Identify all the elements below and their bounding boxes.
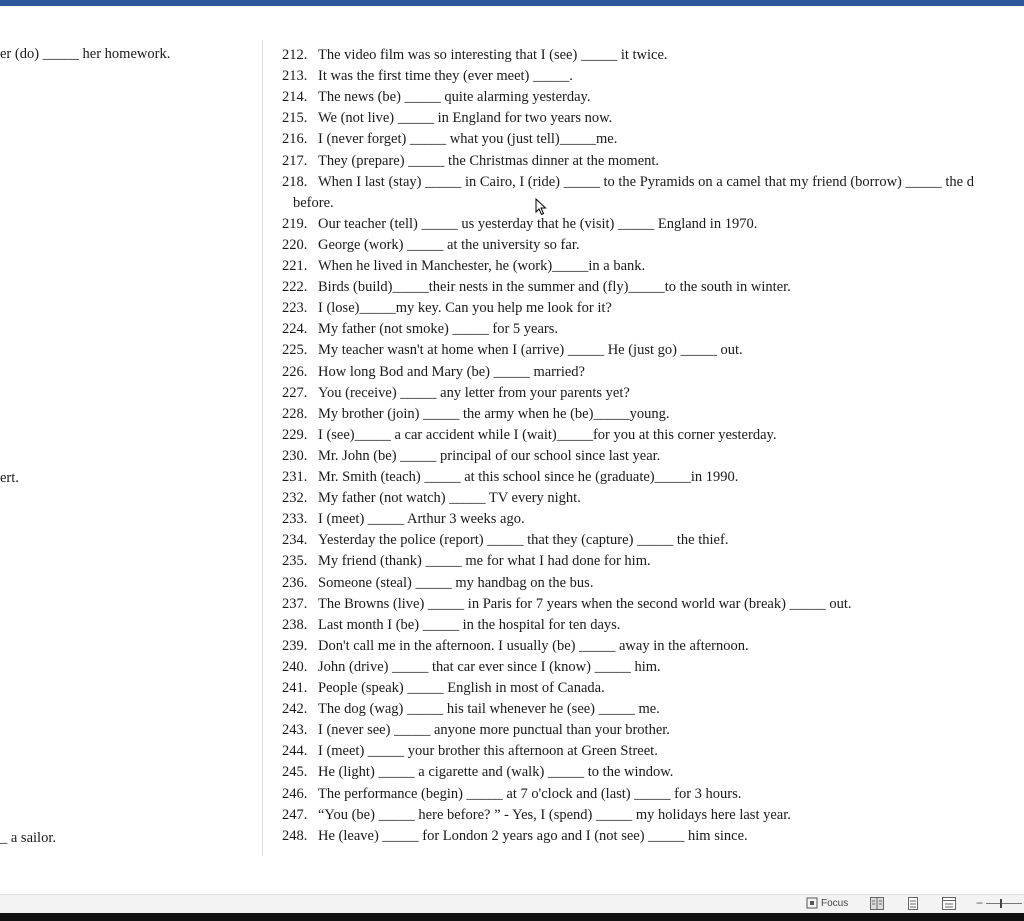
exercise-item	[282, 384, 630, 402]
taskbar	[0, 913, 1024, 921]
exercise-item	[282, 447, 660, 465]
exercise-number: 228.	[282, 405, 308, 422]
exercise-item	[282, 152, 659, 170]
exercise-number: 229.	[282, 426, 308, 443]
left-column-text: ert.	[0, 470, 19, 486]
exercise-number: 214.	[282, 89, 308, 106]
exercise-item	[282, 510, 525, 528]
exercise-number: 233.	[282, 511, 308, 528]
exercise-item	[282, 574, 593, 592]
focus-button[interactable]	[806, 897, 848, 909]
exercise-number: 241.	[282, 680, 308, 696]
exercise-text: I (meet) _____ your brother this afternoon at Green Street.	[318, 743, 658, 760]
focus-label: Focus	[821, 897, 849, 909]
exercise-text: I (lose)_____my key. Can you help me look for it?	[318, 300, 612, 317]
exercise-item	[282, 130, 617, 148]
exercise-number: 219.	[282, 215, 308, 232]
exercise-text: Our teacher (tell) _____ us yesterday that he (visit) _____ England in 1970.	[318, 215, 758, 232]
exercise-number: 216.	[282, 131, 308, 148]
exercise-item	[282, 742, 658, 760]
exercise-number: 226.	[282, 363, 308, 380]
exercise-continuation: before.	[293, 194, 334, 211]
exercise-number: 217.	[282, 152, 308, 169]
exercise-text: You (receive) _____ any letter from your parents yet?	[318, 384, 630, 401]
exercise-item	[282, 489, 581, 507]
exercise-text: My brother (join) _____ the army when he (be)_____young.	[318, 405, 670, 422]
exercise-text: Last month I (be) _____ in the hospital for ten days.	[318, 616, 621, 633]
exercise-item	[282, 46, 668, 64]
exercise-text: Mr. Smith (teach) _____ at this school since he (graduate)_____in 1990.	[318, 469, 739, 485]
exercise-number: 238.	[282, 616, 308, 633]
exercise-text: The video film was so interesting that I (see) _____ it twice.	[318, 47, 668, 63]
exercise-item	[282, 109, 612, 127]
exercise-text: When I last (stay) _____ in Cairo, I (ride) _____ to the Pyramids on a camel that my friend (borrow) _____ the d	[318, 173, 974, 190]
exercise-number: 239.	[282, 637, 308, 654]
exercise-number: 242.	[282, 701, 308, 718]
status-bar	[0, 894, 1024, 913]
exercise-number: 245.	[282, 764, 308, 781]
exercise-number: 221.	[282, 258, 308, 274]
exercise-number: 215.	[282, 110, 308, 127]
exercise-item	[282, 88, 590, 106]
mouse-cursor-icon	[535, 198, 547, 216]
exercise-number: 243.	[282, 722, 308, 739]
exercise-text: Don't call me in the afternoon. I usually (be) _____ away in the afternoon.	[318, 637, 749, 654]
exercise-item	[282, 236, 579, 254]
exercise-item	[282, 785, 741, 803]
exercise-item	[282, 215, 757, 233]
exercise-item	[282, 806, 791, 824]
exercise-item	[282, 531, 728, 549]
left-column-text: _ a sailor.	[0, 830, 56, 846]
exercise-text: John (drive) _____ that car ever since I (know) _____ him.	[318, 658, 661, 675]
exercise-item	[282, 320, 558, 338]
exercise-number: 232.	[282, 490, 308, 507]
exercise-item	[282, 637, 749, 655]
exercise-item	[282, 257, 645, 275]
column-divider	[262, 40, 263, 856]
exercise-number: 247.	[282, 806, 308, 823]
zoom-slider[interactable]	[986, 903, 1022, 904]
exercise-text: We (not live) _____ in England for two years now.	[318, 110, 613, 127]
left-column-text: er (do) _____ her homework.	[0, 46, 171, 62]
web-layout-icon[interactable]	[942, 897, 956, 910]
exercise-text: I (meet) _____ Arthur 3 weeks ago.	[318, 511, 525, 528]
exercise-item	[282, 552, 651, 570]
exercise-text: George (work) _____ at the university so far.	[318, 236, 580, 253]
exercise-item	[282, 67, 573, 85]
exercise-number: 244.	[282, 743, 308, 760]
exercise-number: 246.	[282, 785, 308, 802]
exercise-number: 222.	[282, 279, 308, 296]
exercise-number: 236.	[282, 574, 308, 591]
zoom-slider-thumb[interactable]	[1000, 899, 1002, 908]
exercise-text: I (never see) _____ anyone more punctual than your brother.	[318, 722, 670, 739]
exercise-item	[282, 700, 660, 718]
exercise-item	[282, 679, 605, 697]
exercise-number: 218.	[282, 173, 308, 190]
focus-icon	[806, 897, 818, 909]
zoom-out-button[interactable]: −	[976, 896, 984, 910]
exercise-text: The news (be) _____ quite alarming yesterday.	[318, 89, 591, 106]
exercise-number: 230.	[282, 447, 308, 464]
exercise-item	[282, 616, 620, 634]
exercise-number: 225.	[282, 342, 308, 359]
exercise-text: The Browns (live) _____ in Paris for 7 years when the second world war (break) _____ out.	[318, 595, 852, 612]
exercise-number: 231.	[282, 469, 308, 485]
exercise-text: My father (not smoke) _____ for 5 years.	[318, 321, 558, 338]
exercise-item	[282, 173, 974, 191]
exercise-item	[282, 763, 673, 781]
exercise-text: Someone (steal) _____ my handbag on the bus.	[318, 574, 594, 591]
exercise-number: 248.	[282, 827, 308, 844]
exercise-text: My friend (thank) _____ me for what I had done for him.	[318, 553, 651, 570]
exercise-item	[282, 278, 791, 296]
exercise-item	[282, 827, 748, 845]
exercise-item	[282, 426, 776, 444]
exercise-number: 220.	[282, 236, 308, 253]
exercise-text: “You (be) _____ here before? ” - Yes, I (spend) _____ my holidays here last year.	[318, 806, 791, 823]
exercise-number: 223.	[282, 300, 308, 317]
exercise-item	[282, 595, 852, 613]
left-column	[0, 0, 262, 894]
exercise-text: Birds (build)_____their nests in the summer and (fly)_____to the south in winter.	[318, 279, 791, 296]
exercise-number: 237.	[282, 595, 308, 612]
exercise-text: My father (not watch) _____ TV every night.	[318, 490, 581, 507]
exercise-number: 224.	[282, 321, 308, 338]
exercise-number: 235.	[282, 553, 308, 570]
exercise-text: He (leave) _____ for London 2 years ago and I (not see) _____ him since.	[318, 827, 748, 844]
exercise-number: 212.	[282, 47, 308, 63]
exercise-item	[282, 658, 661, 676]
exercise-text: The dog (wag) _____ his tail whenever he (see) _____ me.	[318, 701, 660, 718]
exercise-item	[282, 341, 743, 359]
exercise-column	[282, 0, 1024, 894]
exercise-item	[282, 468, 738, 486]
read-mode-icon[interactable]	[870, 897, 884, 910]
exercise-number: 227.	[282, 384, 308, 401]
exercise-text: How long Bod and Mary (be) _____ married?	[318, 363, 585, 380]
exercise-item	[282, 405, 670, 423]
exercise-text: The performance (begin) _____ at 7 o'clock and (last) _____ for 3 hours.	[318, 785, 742, 802]
exercise-number: 234.	[282, 532, 308, 549]
exercise-item	[282, 363, 585, 381]
exercise-text: My teacher wasn't at home when I (arrive) _____ He (just go) _____ out.	[318, 342, 743, 359]
exercise-text: When he lived in Manchester, he (work)_____in a bank.	[318, 258, 646, 274]
exercise-number: 213.	[282, 68, 308, 85]
exercise-text: Yesterday the police (report) _____ that they (capture) _____ the thief.	[318, 532, 729, 549]
exercise-text: They (prepare) _____ the Christmas dinner at the moment.	[318, 152, 660, 169]
exercise-text: It was the first time they (ever meet) _____.	[318, 68, 573, 85]
exercise-text: I (see)_____ a car accident while I (wait)_____for you at this corner yesterday.	[318, 426, 777, 443]
exercise-number: 240.	[282, 658, 308, 675]
print-layout-icon[interactable]	[906, 897, 920, 910]
exercise-text: He (light) _____ a cigarette and (walk) _____ to the window.	[318, 764, 674, 781]
exercise-text: I (never forget) _____ what you (just tell)_____me.	[318, 131, 618, 148]
exercise-item	[282, 721, 670, 739]
exercise-text: Mr. John (be) _____ principal of our school since last year.	[318, 447, 661, 464]
exercise-item	[282, 299, 612, 317]
exercise-text: People (speak) _____ English in most of Canada.	[318, 680, 605, 696]
